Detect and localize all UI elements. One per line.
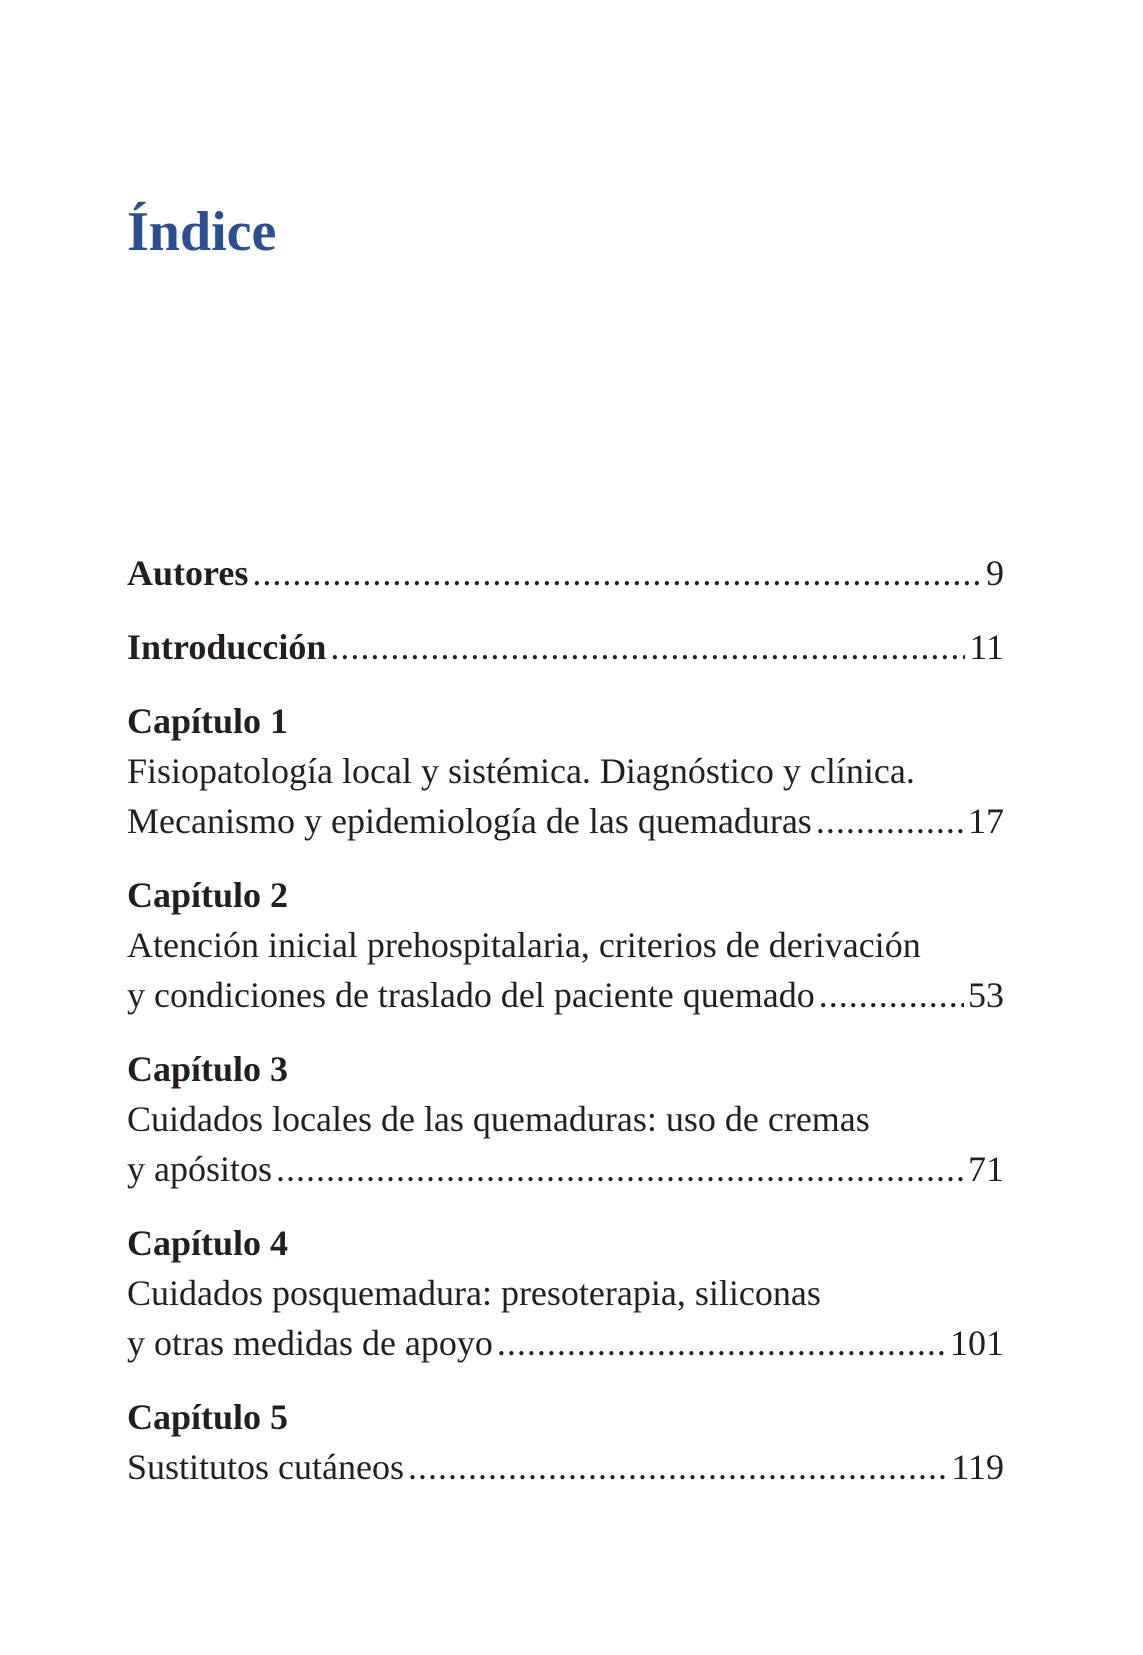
toc-page-number: 53 [968, 975, 1004, 1015]
toc-chapter-2[interactable] [127, 870, 1004, 1020]
chapter-title-last-line: Sustitutos cutáneos [127, 1447, 404, 1487]
toc-entry-label: Autores [127, 553, 249, 593]
chapter-title-last-line: y condiciones de traslado del paciente quemado [127, 975, 815, 1015]
toc-page-number: 11 [969, 627, 1004, 667]
dot-leader [497, 1318, 946, 1368]
dot-leader [252, 548, 982, 598]
chapter-label: Capítulo 4 [127, 1223, 289, 1263]
dot-leader [276, 1144, 964, 1194]
chapter-title-line: Cuidados posquemadura: presoterapia, siliconas [127, 1273, 821, 1313]
chapter-title-last-line: Mecanismo y epidemiología de las quemaduras [127, 801, 812, 841]
chapter-title-line: Cuidados locales de las quemaduras: uso de cremas [127, 1099, 870, 1139]
toc-chapter-3[interactable] [127, 1044, 1004, 1194]
toc-chapter-5[interactable] [127, 1392, 1004, 1492]
toc-chapter-4[interactable] [127, 1218, 1004, 1368]
chapter-title-last-line: y apósitos [127, 1149, 273, 1189]
table-of-contents [127, 548, 1004, 1516]
toc-page-number: 9 [986, 553, 1004, 593]
chapter-label: Capítulo 2 [127, 875, 289, 915]
page-title: Índice [127, 201, 277, 263]
chapter-title-line: Atención inicial prehospitalaria, criterios de derivación [127, 925, 921, 965]
toc-page-number: 17 [968, 801, 1004, 841]
toc-chapter-1[interactable] [127, 696, 1004, 846]
dot-leader [819, 970, 964, 1020]
dot-leader [330, 622, 965, 672]
chapter-title-line: Fisiopatología local y sistémica. Diagnóstico y clínica. [127, 751, 915, 791]
toc-page-number: 119 [951, 1447, 1004, 1487]
chapter-label: Capítulo 1 [127, 701, 289, 741]
chapter-label: Capítulo 5 [127, 1397, 289, 1437]
dot-leader [408, 1442, 947, 1492]
chapter-label: Capítulo 3 [127, 1049, 289, 1089]
toc-entry-introduccion[interactable] [127, 622, 1004, 672]
dot-leader [816, 796, 964, 846]
chapter-title-last-line: y otras medidas de apoyo [127, 1323, 493, 1363]
toc-entry-autores[interactable] [127, 548, 1004, 598]
toc-page-number: 71 [968, 1149, 1004, 1189]
toc-entry-label: Introducción [127, 627, 327, 667]
toc-page-number: 101 [950, 1323, 1004, 1363]
